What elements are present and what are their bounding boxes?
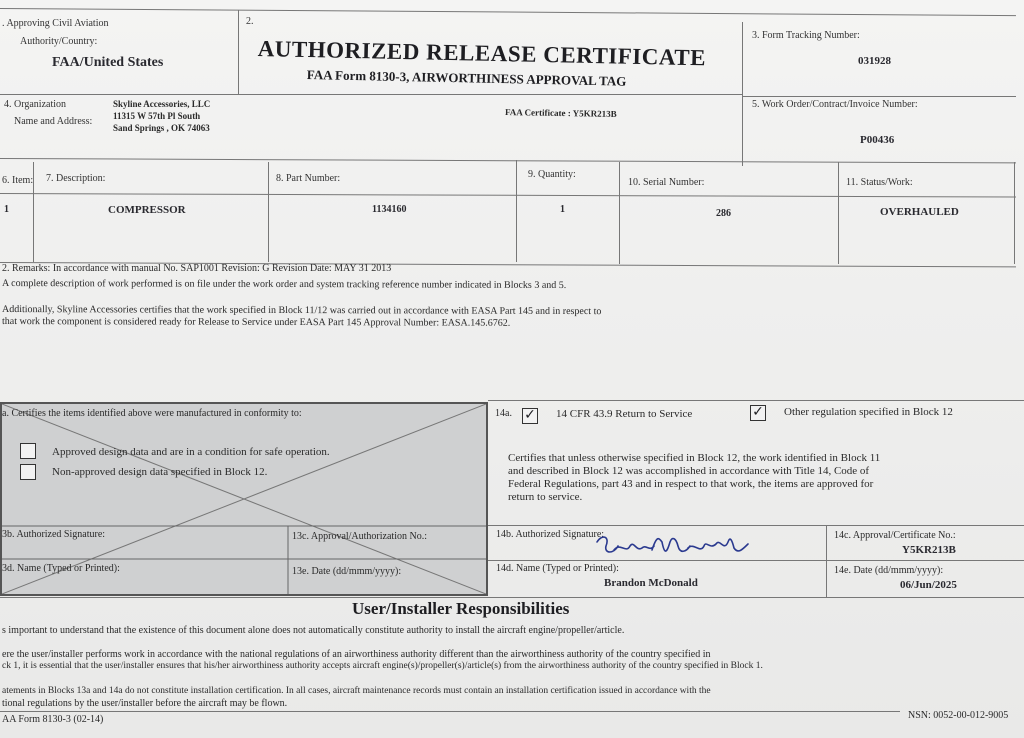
page-title: AUTHORIZED RELEASE CERTIFICATE	[257, 36, 707, 71]
status-header: 11. Status/Work:	[846, 177, 913, 188]
divider	[0, 193, 1016, 198]
block14b-label: 14b. Authorized Signature:	[496, 529, 605, 540]
status-value: OVERHAULED	[880, 206, 959, 218]
divider	[0, 158, 1016, 163]
quantity-value: 1	[560, 204, 565, 215]
approved-design-text: Approved design data and are in a condition for safe operation.	[52, 446, 330, 458]
responsibilities-line-3: ck 1, it is essential that the user/installer ensures that his/her airworthiness authority accepts aircraft engine(s)/propeller(s)/article(s) from the airworthiness authority of the country specified in Block 1.	[2, 661, 763, 671]
serial-number-value: 286	[716, 208, 731, 219]
divider	[33, 162, 34, 262]
remarks-line-3: Additionally, Skyline Accessories certifies that the work specified in Block 11/12 was carried out in accordance with EASA Part 145 and in respect to	[1, 304, 602, 318]
divider	[268, 162, 269, 262]
block4-label: 4. Organization	[4, 99, 67, 110]
org-address-1: 11315 W 57th Pl South	[113, 111, 201, 121]
quantity-header: 9. Quantity:	[528, 169, 576, 180]
divider	[826, 525, 827, 597]
block13c-label: 13c. Approval/Authorization No.:	[292, 531, 427, 542]
divider	[488, 525, 1024, 526]
block4-label-2: Name and Address:	[14, 116, 93, 127]
block1-label: . Approving Civil Aviation	[2, 18, 109, 29]
work-order-number: P00436	[860, 134, 895, 146]
item-header: 6. Item:	[2, 175, 34, 186]
block1-label-2: Authority/Country:	[20, 36, 98, 47]
divider	[238, 10, 239, 94]
block3-label: 3. Form Tracking Number:	[752, 30, 860, 41]
form-id-footer: AA Form 8130-3 (02-14)	[2, 714, 104, 725]
description-header: 7. Description:	[46, 173, 106, 184]
certification-date: 06/Jun/2025	[900, 579, 957, 591]
block13b-label: 3b. Authorized Signature:	[2, 529, 106, 540]
cfr-43-9-text: 14 CFR 43.9 Return to Service	[556, 408, 693, 420]
part-number-header: 8. Part Number:	[276, 173, 341, 184]
responsibilities-heading: User/Installer Responsibilities	[352, 599, 570, 618]
authorized-name: Brandon McDonald	[604, 577, 698, 589]
certification-line-3: Federal Regulations, part 43 and in respect to that work, the items are approved for	[508, 478, 874, 490]
non-approved-design-text: Non-approved design data specified in Block 12.	[52, 466, 268, 478]
nsn-footer: NSN: 0052-00-012-9005	[908, 710, 1009, 721]
approval-certificate-number: Y5KR213B	[902, 544, 956, 556]
faa-certificate: FAA Certificate : Y5KR213B	[504, 107, 617, 119]
part-number-value: 1134160	[372, 204, 407, 215]
divider	[0, 94, 742, 95]
org-address-2: Sand Springs , OK 74063	[113, 123, 210, 133]
block14e-label: 14e. Date (dd/mmm/yyyy):	[834, 565, 944, 576]
block14d-label: 14d. Name (Typed or Printed):	[496, 563, 619, 574]
other-regulation-text: Other regulation specified in Block 12	[784, 406, 953, 418]
divider	[838, 162, 839, 264]
responsibilities-line-5: tional regulations by the user/installer before the aircraft may be flown.	[2, 698, 288, 709]
divider	[1014, 162, 1015, 264]
serial-number-header: 10. Serial Number:	[628, 177, 705, 188]
block14a-label: 14a.	[495, 408, 512, 419]
divider	[742, 22, 743, 166]
non-approved-design-checkbox[interactable]	[20, 464, 36, 480]
certification-line-2: and described in Block 12 was accomplished in accordance with Title 14, Code of	[508, 465, 870, 477]
block14c-label: 14c. Approval/Certificate No.:	[834, 530, 956, 541]
divider	[0, 597, 1024, 598]
form-tracking-number: 031928	[858, 55, 891, 67]
certification-line-1: Certifies that unless otherwise specified in Block 12, the work identified in Block 11	[508, 452, 881, 464]
divider	[488, 560, 1024, 561]
top-border	[0, 8, 1016, 16]
divider	[619, 162, 620, 264]
cfr-43-9-checkbox[interactable]: ✓	[522, 408, 538, 424]
certification-line-4: return to service.	[508, 491, 583, 503]
responsibilities-line-1: s important to understand that the existence of this document alone does not automatically constitute authority to install the aircraft engine/propeller/article.	[2, 625, 625, 636]
handwritten-signature	[592, 532, 752, 564]
description-value: COMPRESSOR	[108, 204, 186, 216]
divider	[742, 96, 1016, 97]
block13e-label: 13e. Date (dd/mmm/yyyy):	[292, 566, 402, 577]
other-regulation-checkbox[interactable]: ✓	[750, 405, 766, 421]
remarks-line-1: 2. Remarks: In accordance with manual No. SAP1001 Revision: G Revision Date: MAY 31 2013	[2, 263, 392, 274]
block13d-label: 3d. Name (Typed or Printed):	[2, 563, 120, 574]
remarks-line-2: A complete description of work performed is on file under the work order and system tracking reference number indicated in Blocks 3 and 5.	[1, 278, 567, 291]
org-name: Skyline Accessories, LLC	[113, 99, 211, 109]
responsibilities-line-2: ere the user/installer performs work in accordance with the national regulations of an airworthiness authority different than the airworthiness authority of the country specified in	[2, 649, 711, 660]
divider	[516, 160, 517, 262]
page-subtitle: FAA Form 8130-3, AIRWORTHINESS APPROVAL TAG	[306, 67, 627, 89]
remarks-line-4: that work the component is considered ready for Release to Service under EASA Part 145 Approval Number: EASA.145.6762.	[1, 316, 511, 329]
item-value: 1	[4, 204, 9, 215]
divider	[488, 400, 1024, 401]
divider	[0, 711, 900, 712]
block5-label: 5. Work Order/Contract/Invoice Number:	[752, 99, 918, 110]
approved-design-checkbox[interactable]	[20, 443, 36, 459]
block2-label: 2.	[246, 16, 254, 27]
approving-authority: FAA/United States	[52, 55, 164, 70]
block13a-header: a. Certifies the items identified above were manufactured in conformity to:	[2, 408, 302, 419]
responsibilities-line-4: atements in Blocks 13a and 14a do not constitute installation certification. In all cases, aircraft maintenance records must contain an installation certification issued in accordance with the	[2, 686, 711, 696]
